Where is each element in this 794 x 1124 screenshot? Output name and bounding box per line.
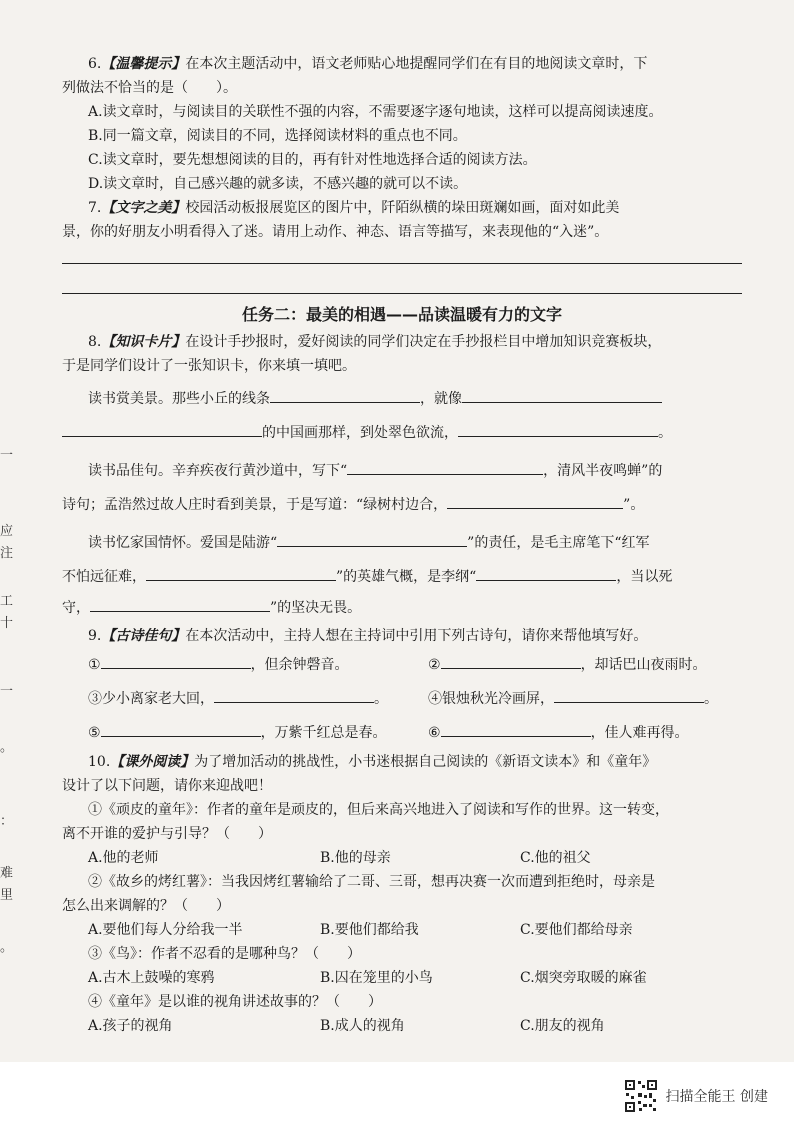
fill-blank[interactable] [462,388,662,403]
fill-blank[interactable] [101,722,261,737]
q10-sub-2: ②《故乡的烤红薯》：当我因烤红薯输给了二哥、三哥，想再决赛一次而遭到拒绝时，母亲是 [88,874,655,890]
fill-blank[interactable] [277,532,467,547]
q9-row-3: ⑤ ，万紫千红总是春。 ⑥ ，佳人难再得。 [62,716,742,750]
fill-blank[interactable] [441,654,581,669]
edge-mark: 工 [0,594,14,609]
option-b: B.囚在笼里的小鸟 [320,970,433,986]
q8-line-2: 的中国画那样，到处翠色欲流， 。 [62,416,742,450]
fill-blank[interactable] [476,566,616,581]
fill-blank[interactable] [62,422,262,437]
q10-sub-4-options [62,1014,742,1038]
fill-blank[interactable] [441,722,591,737]
q8-line-7: 守， ”的坚决无畏。 [62,594,742,622]
edge-mark: 里 [0,888,14,903]
q10-sub-3-options [62,966,742,990]
q6-tag: 【温馨提示】 [101,56,186,72]
q8-tag: 【知识卡片】 [101,334,186,350]
fill-blank[interactable] [90,597,270,612]
answer-line[interactable] [62,292,742,294]
q10-sub-3: ③《鸟》：作者不忍看的是哪种鸟？（ ） [88,946,361,962]
qr-code-icon [624,1079,658,1113]
q10-stem: 10.【课外阅读】为了增加活动的挑战性，小书迷根据自己阅读的《新语文读本》和《童年》 [88,754,657,770]
option-b: B.成人的视角 [320,1018,405,1034]
q8-line-4: 诗句；孟浩然过故人庄时看到美景，于是写道：“绿树村边合， ”。 [62,488,742,522]
edge-mark: 注 [0,546,14,561]
edge-mark: 应 [0,524,14,539]
q6-option-c: C.读文章时，要先想想阅读的目的，再有针对性地选择合适的阅读方法。 [88,152,537,168]
answer-line[interactable] [62,262,742,264]
q10-stem-cont: 设计了以下问题，请你来迎战吧！ [62,778,272,794]
edge-mark: 。 [0,740,14,755]
q9-stem: 9.【古诗佳句】在本次活动中，主持人想在主持词中引用下列古诗句，请你来帮他填写好。 [88,628,648,644]
option-c: C.要他们都给母亲 [520,922,633,938]
q6-stem-cont: 列做法不恰当的是（ ）。 [62,80,237,96]
edge-mark: 。 [0,940,14,955]
q9-tag: 【古诗佳句】 [101,628,186,644]
fill-blank[interactable] [554,688,704,703]
fill-blank[interactable] [347,460,543,475]
q10-sub-4: ④《童年》是以谁的视角讲述故事的？（ ） [88,994,382,1010]
q7-stem-cont: 景，你的好朋友小明看得入了迷。请用上动作、神态、语言等描写，来表现他的“入迷”。 [62,224,609,240]
edge-mark: 一 [0,684,14,699]
watermark-text: 扫描全能王 创建 [665,1089,768,1105]
q7-tag: 【文字之美】 [101,200,186,216]
option-a: A.古木上鼓噪的寒鸦 [88,970,215,986]
option-a: A.要他们每人分给我一半 [88,922,243,938]
edge-mark: 难 [0,866,14,881]
option-c: C.朋友的视角 [520,1018,605,1034]
q10-sub-2-cont: 怎么出来调解的？（ ） [62,898,230,914]
q8-line-5: 读书忆家国情怀。爱国是陆游“ ”的责任，是毛主席笔下“红军 [62,526,742,560]
option-c: C.烟突旁取暖的麻雀 [520,970,647,986]
q10-sub-2-options [62,918,742,942]
q10-sub-1-cont: 离不开谁的爱护与引导？（ ） [62,826,272,842]
option-a: A.他的老师 [88,850,159,866]
q6-option-b: B.同一篇文章，阅读目的不同，选择阅读材料的重点也不同。 [88,128,467,144]
q8-stem: 8.【知识卡片】在设计手抄报时，爱好阅读的同学们决定在手抄报栏目中增加知识竞赛板块， [88,334,662,350]
fill-blank[interactable] [458,422,658,437]
q7-stem: 7.【文字之美】校园活动板报展览区的图片中，阡陌纵横的垛田斑斓如画，面对如此美 [88,200,620,216]
q8-line-1: 读书赏美景。那些小丘的线条 ，就像 [62,382,742,416]
section-heading: 任务二：最美的相遇——品读温暖有力的文字 [241,305,562,324]
fill-blank[interactable] [270,388,420,403]
q10-sub-1-options [62,846,742,870]
fill-blank[interactable] [101,654,251,669]
q9-row-1: ① ，但余钟磬音。 ② ，却话巴山夜雨时。 [62,648,742,682]
q9-row-2: ③少小离家老大回， 。 ④银烛秋光冷画屏， 。 [62,682,742,716]
edge-mark: 一 [0,448,14,463]
q10-tag: 【课外阅读】 [110,754,195,770]
option-b: B.他的母亲 [320,850,391,866]
fill-blank[interactable] [214,688,374,703]
edge-mark: ： [0,814,14,829]
q8-stem-cont: 于是同学们设计了一张知识卡，你来填一填吧。 [62,358,356,374]
q6-option-d: D.读文章时，自己感兴趣的就多读，不感兴趣的就可以不读。 [88,176,468,192]
q6-stem: 6.【温馨提示】在本次主题活动中，语文老师贴心地提醒同学们在有目的地阅读文章时，下 [88,56,648,72]
edge-mark: 十 [0,616,14,631]
exam-content [62,52,742,1038]
fill-blank[interactable] [447,494,623,509]
option-c: C.他的祖父 [520,850,591,866]
option-b: B.要他们都给我 [320,922,419,938]
q8-line-3: 读书品佳句。辛弃疾夜行黄沙道中，写下“ ，清风半夜鸣蝉”的 [62,454,742,488]
option-a: A.孩子的视角 [88,1018,173,1034]
fill-blank[interactable] [146,566,336,581]
q10-sub-1: ①《顽皮的童年》：作者的童年是顽皮的，但后来高兴地进入了阅读和写作的世界。这一转变， [88,802,669,818]
q8-line-6: 不怕远征难， ”的英雄气概，是李纲“ ，当以死 [62,560,742,594]
scanner-watermark [624,1076,768,1116]
q6-option-a: A.读文章时，与阅读目的关联性不强的内容，不需要逐字逐句地读，这样可以提高阅读速度。 [88,104,663,120]
